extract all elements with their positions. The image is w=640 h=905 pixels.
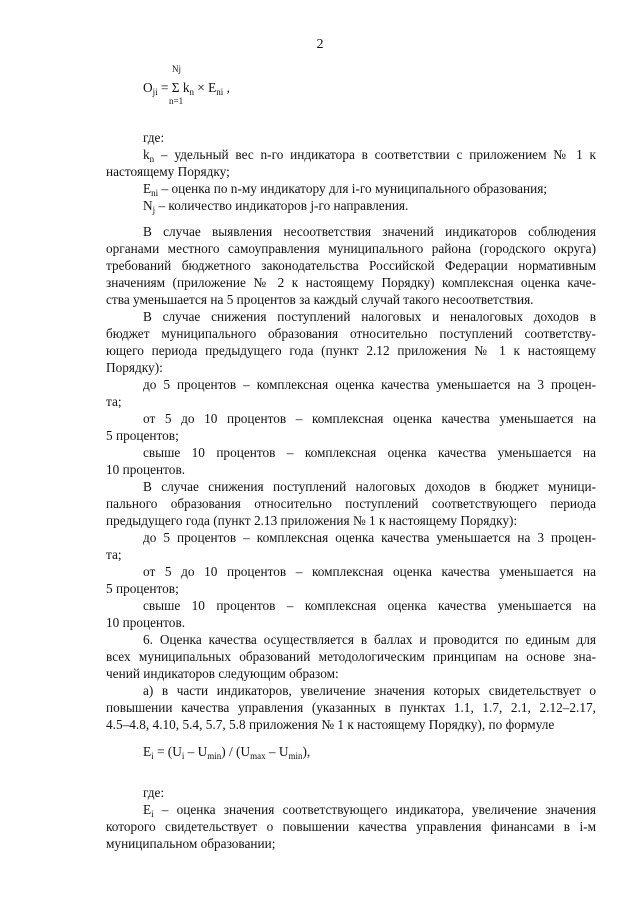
where-label: где: (143, 130, 165, 145)
paragraph-line: всех муниципальных образований методологическим принципам на основе зна- (106, 649, 596, 664)
formula-sum-upper-limit: Nj (172, 64, 181, 74)
definition-kn-cont: настоящему Порядку; (106, 164, 230, 179)
paragraph-line: В случае снижения поступлений налоговых доходов в бюджет муници- (143, 479, 596, 494)
paragraph-line: органами местного самоуправления муниципального района (городского округа) (106, 241, 596, 256)
definition-ei-cont: которого свидетельствует о повышении качества управления финансами в i-м (106, 819, 596, 834)
list-item-a-cont: 4.5–4.8, 4.10, 5.4, 5.7, 5.8 приложения № 1 к настоящему Порядку), по формуле (106, 717, 555, 732)
formula-oji: $O_{ji} = \Sigma$ $k_n \times E_{ni}$ , (143, 80, 230, 97)
paragraph-line: значениям (приложение № 2 к настоящему Порядку) комплексная оценка каче- (106, 275, 596, 290)
page-number: 2 (316, 37, 324, 52)
list-item-cont: 10 процентов. (106, 462, 186, 477)
paragraph-line: В случае выявления несоответствия значений индикаторов соблюдения (143, 224, 596, 239)
paragraph-line: 6. Оценка качества осуществляется в баллах и проводится по единым для (143, 632, 596, 647)
paragraph-line: В случае снижения поступлений налоговых и неналоговых доходов в (143, 309, 596, 324)
list-item-cont: 5 процентов; (106, 581, 179, 596)
list-item-cont: 10 процентов. (106, 615, 186, 630)
list-item: до 5 процентов – комплексная оценка качества уменьшается на 3 процен- (143, 530, 596, 545)
definition-ei-cont: муниципальном образовании; (106, 836, 276, 851)
definition-kn: $k_n$ – удельный вес n-го индикатора в соответствии с приложением № 1 к (143, 147, 596, 164)
list-item-cont: та; (106, 394, 122, 409)
formula-ei: $E_i = (U_i - U_{min}) / (U_{max} - U_{min})$, (143, 744, 311, 761)
paragraph-line: предыдущего года (пункт 2.13 приложения № 1 к настоящему Порядку): (106, 513, 518, 528)
paragraph-line: пального образования относительно поступлений соответствующего периода (106, 496, 596, 511)
list-item-a: а) в части индикаторов, увеличение значения которых свидетельствует о (143, 683, 596, 698)
paragraph-line: бюджет муниципального образования относительно поступлений соответству- (106, 326, 596, 341)
list-item: свыше 10 процентов – комплексная оценка качества уменьшается на (143, 598, 596, 613)
paragraph-line: Порядку): (106, 360, 163, 375)
list-item-cont: 5 процентов; (106, 428, 179, 443)
definition-ei: $E_i$ – оценка значения соответствующего индикатора, увеличение значения (143, 802, 596, 819)
paragraph-line: ства уменьшается на 5 процентов за каждый случай такого несоответствия. (106, 292, 534, 307)
paragraph-line: ющего периода предыдущего года (пункт 2.12 приложения № 1 к настоящему (106, 343, 596, 358)
list-item: свыше 10 процентов – комплексная оценка качества уменьшается на (143, 445, 596, 460)
list-item: от 5 до 10 процентов – комплексная оценка качества уменьшается на (143, 411, 596, 426)
formula-sum-lower-limit: n=1 (169, 96, 184, 106)
list-item-cont: та; (106, 547, 122, 562)
where-label: где: (143, 785, 165, 800)
list-item: до 5 процентов – комплексная оценка качества уменьшается на 3 процен- (143, 377, 596, 392)
paragraph-line: чений индикаторов следующим образом: (106, 666, 339, 681)
definition-eni: $E_{ni}$ – оценка по n-му индикатору для i-го муниципального образования; (143, 181, 548, 198)
list-item: от 5 до 10 процентов – комплексная оценка качества уменьшается на (143, 564, 596, 579)
list-item-a-cont: повышении качества управления (указанных в пунктах 1.1, 1.7, 2.1, 2.12–2.17, (106, 700, 596, 715)
paragraph-line: требований бюджетного законодательства Российской Федерации нормативным (106, 258, 596, 273)
definition-nj: $N_j$ – количество индикаторов j-го направления. (143, 198, 409, 215)
